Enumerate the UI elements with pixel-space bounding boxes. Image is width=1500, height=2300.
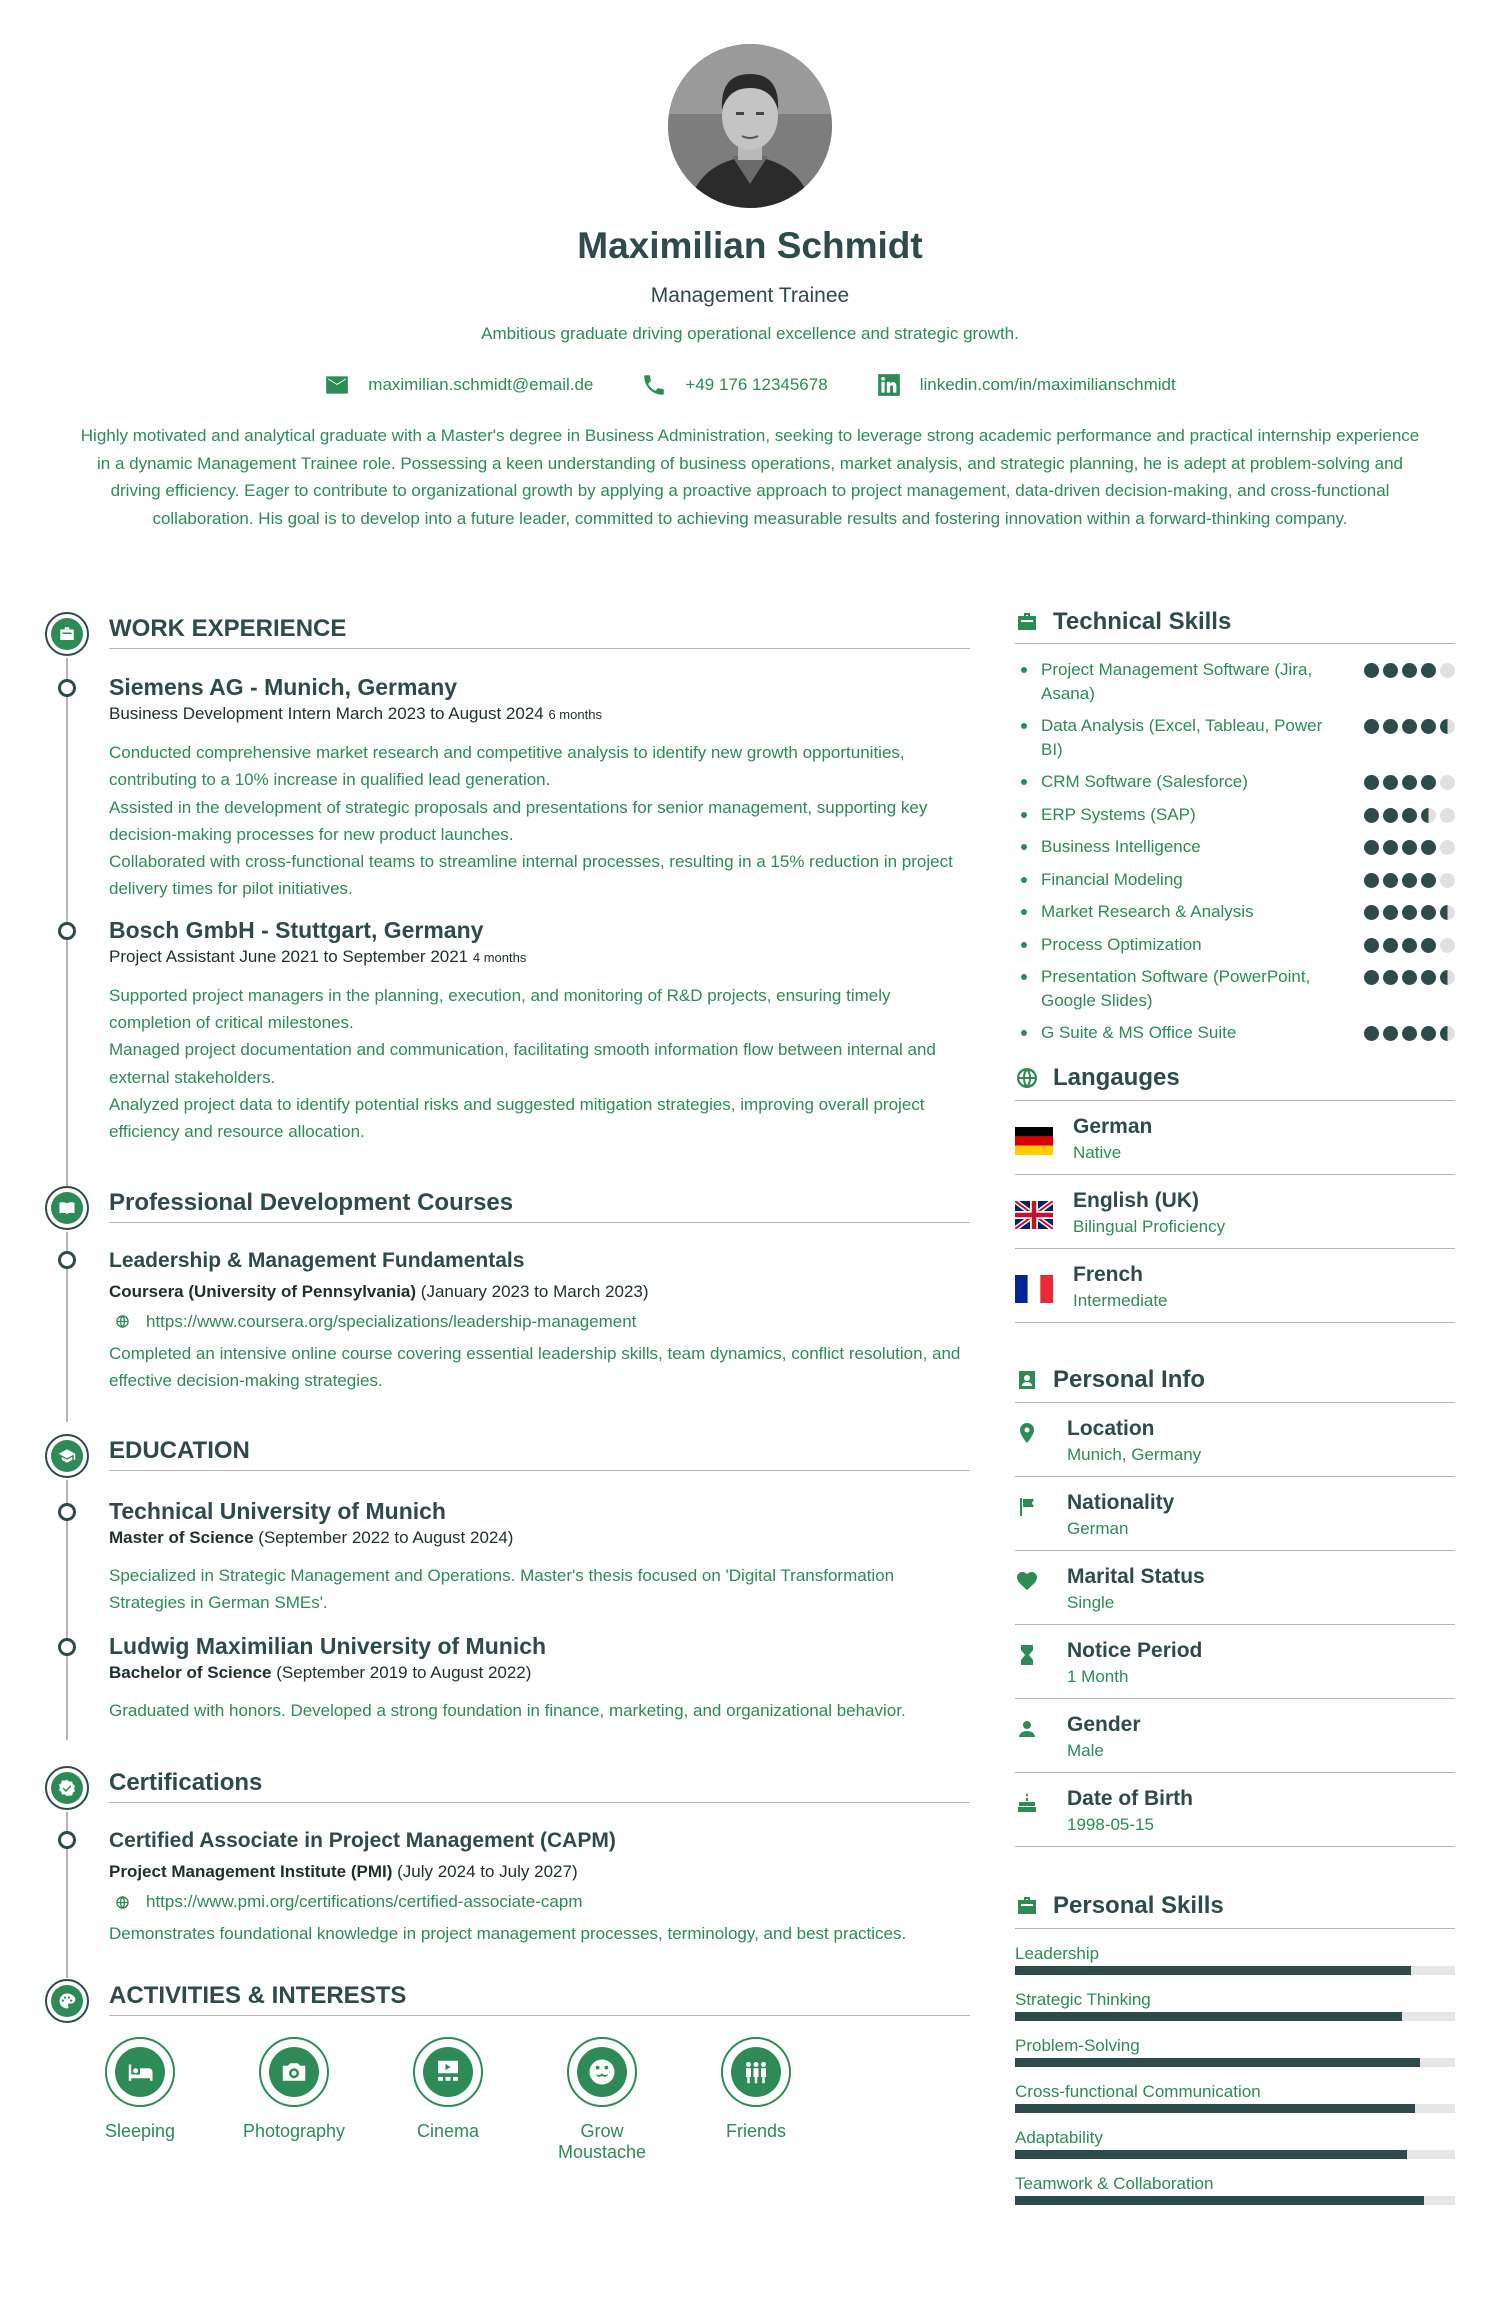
- language-item: [1015, 1249, 1455, 1323]
- dates: (January 2023 to March 2023): [420, 1281, 649, 1301]
- rating-dot: [1421, 938, 1436, 953]
- rating-dot: [1440, 719, 1455, 734]
- interest-label: Friends: [725, 2121, 787, 2142]
- rating-dot: [1421, 775, 1436, 790]
- provider: Coursera (University of Pennsylvania): [109, 1281, 417, 1301]
- interest-item: [80, 2037, 200, 2163]
- section-title: EDUCATION: [109, 1437, 250, 1465]
- graduation-cap-icon: [45, 1434, 89, 1478]
- info-value: Single: [1067, 1592, 1115, 1612]
- skill-progress-bar: [1015, 2150, 1455, 2159]
- rating-dot: [1383, 938, 1398, 953]
- skill-name: Strategic Thinking: [1015, 1989, 1151, 2009]
- globe-icon: [115, 1314, 130, 1329]
- cake-icon: [1015, 1791, 1039, 1815]
- info-label: Date of Birth: [1067, 1786, 1193, 1810]
- section-title: ACTIVITIES & INTERESTS: [109, 1982, 407, 2010]
- location-pin-icon: [1015, 1421, 1039, 1445]
- bullet-dot: [1021, 942, 1027, 948]
- rating-dot: [1364, 775, 1379, 790]
- skill-rating: [1364, 970, 1455, 985]
- skill-progress-bar: [1015, 2104, 1455, 2113]
- skill-name: Presentation Software (PowerPoint, Google Slides): [1041, 967, 1311, 1010]
- skill-rating: [1364, 1026, 1455, 1041]
- globe-icon: [115, 1895, 130, 1910]
- rating-dot: [1402, 775, 1417, 790]
- technical-skills-section: [1015, 600, 1455, 1045]
- timeline-dot: [58, 922, 76, 940]
- course-title: Leadership & Management Fundamentals: [109, 1248, 525, 1272]
- phone-text[interactable]: +49 176 12345678: [685, 375, 828, 394]
- course-desc: Completed an intensive online course covering essential leadership skills, team dynamics, conflict resolution, and effective decision-making strategies.: [109, 1343, 961, 1390]
- interest-item: [234, 2037, 354, 2163]
- dates: (September 2019 to August 2022): [276, 1662, 532, 1682]
- skill-rating: [1364, 840, 1455, 855]
- email-text[interactable]: maximilian.schmidt@email.de: [368, 375, 594, 394]
- bullet: Supported project managers in the planning, execution, and monitoring of R&D projects, ensuring timely completion of critical milestones.: [109, 985, 891, 1033]
- info-label: Notice Period: [1067, 1638, 1203, 1662]
- role: Project Assistant: [109, 946, 235, 966]
- info-label: Marital Status: [1067, 1564, 1205, 1588]
- sidebar: [1015, 600, 1455, 2205]
- skill-name: ERP Systems (SAP): [1041, 804, 1196, 824]
- skill-name: Cross-functional Communication: [1015, 2081, 1261, 2101]
- rating-dot: [1383, 905, 1398, 920]
- rating-dot: [1364, 663, 1379, 678]
- skill-rating: [1364, 808, 1455, 823]
- timeline-dot: [58, 1503, 76, 1521]
- palette-icon: [45, 1979, 89, 2023]
- section-title: Personal Info: [1053, 1366, 1206, 1393]
- interest-label: Cinema: [416, 2121, 480, 2142]
- divider: [109, 1222, 970, 1223]
- technical-skill-item: [1015, 1021, 1455, 1045]
- section-title: Personal Skills: [1053, 1892, 1224, 1919]
- rating-dot: [1383, 873, 1398, 888]
- phone-icon: [641, 372, 667, 398]
- bullet: Assisted in the development of strategic proposals and presentations for senior management, supporting key decision-making processes for new product launches.: [109, 797, 928, 844]
- work-entry: [40, 915, 970, 1146]
- profile-photo: [668, 44, 832, 208]
- info-item: [1015, 1551, 1455, 1625]
- skill-rating: [1364, 873, 1455, 888]
- bullet-dot: [1021, 877, 1027, 883]
- info-value: 1 Month: [1067, 1666, 1129, 1686]
- info-value: Munich, Germany: [1067, 1444, 1202, 1464]
- contact-card-icon: [1015, 1368, 1039, 1392]
- info-item: [1015, 1403, 1455, 1477]
- language-level: Bilingual Proficiency: [1073, 1216, 1226, 1236]
- tagline: Ambitious graduate driving operational excellence and strategic growth.: [481, 324, 1019, 343]
- link-url[interactable]: https://www.pmi.org/certifications/certified-associate-capm: [146, 1892, 583, 1912]
- skill-name: CRM Software (Salesforce): [1041, 772, 1248, 791]
- skill-progress-fill: [1015, 2150, 1407, 2159]
- rating-dot: [1402, 840, 1417, 855]
- info-label: Location: [1067, 1416, 1155, 1440]
- skill-name: Teamwork & Collaboration: [1015, 2173, 1214, 2193]
- rating-dot: [1440, 938, 1455, 953]
- certification-link[interactable]: [109, 1892, 970, 1912]
- technical-skill-item: [1015, 770, 1455, 794]
- profile-summary: Highly motivated and analytical graduate with a Master's degree in Business Administration, seeking to leverage strong academic performance and practical internship experience in a dynamic Management Trainee role. Possessing a keen understanding of business operations, market analysis, and strategic planning, he is adept at problem-solving and driving efficiency. Eager to contribute to organizational growth by applying a proactive approach to project management, data-driven decision-making, and cross-functional collaboration. His goal is to develop into a future leader, committed to achieving measurable results and fostering innovation within a forward-thinking company.: [80, 426, 1420, 528]
- skill-rating: [1364, 938, 1455, 953]
- flag-icon: [1015, 1495, 1039, 1519]
- linkedin-icon: [876, 372, 902, 398]
- skill-progress-bar: [1015, 2012, 1455, 2021]
- german-flag-icon: [1015, 1127, 1053, 1155]
- personal-skill-item: [1015, 2173, 1455, 2205]
- rating-dot: [1440, 905, 1455, 920]
- skill-rating: [1364, 775, 1455, 790]
- bed-icon: [125, 2057, 155, 2087]
- info-label: Nationality: [1067, 1490, 1175, 1514]
- language-name: German: [1073, 1114, 1153, 1138]
- rating-dot: [1364, 970, 1379, 985]
- technical-skill-item: [1015, 868, 1455, 892]
- skill-progress-fill: [1015, 1966, 1411, 1975]
- bullet-dot: [1021, 723, 1027, 729]
- dates: (September 2022 to August 2024): [258, 1528, 514, 1548]
- skill-progress-fill: [1015, 2196, 1424, 2205]
- rating-dot: [1440, 970, 1455, 985]
- phone-contact[interactable]: [641, 372, 827, 398]
- personal-skill-item: [1015, 2035, 1455, 2067]
- rating-dot: [1383, 1026, 1398, 1041]
- rating-dot: [1402, 905, 1417, 920]
- camera-icon: [279, 2057, 309, 2087]
- dates: June 2021 to September 2021: [239, 946, 469, 966]
- info-value: Male: [1067, 1740, 1104, 1760]
- interest-label: Photography: [242, 2121, 346, 2142]
- timeline-dot: [58, 1831, 76, 1849]
- skill-name: Financial Modeling: [1041, 869, 1183, 889]
- technical-skills-list: [1015, 658, 1455, 1045]
- rating-dot: [1364, 873, 1379, 888]
- timeline-dot: [58, 679, 76, 697]
- institution: Ludwig Maximilian University of Munich: [109, 1632, 547, 1659]
- skill-progress-bar: [1015, 2196, 1455, 2205]
- contact-bar: [0, 372, 1500, 398]
- skill-name: Process Optimization: [1041, 934, 1202, 954]
- interest-label: Sleeping: [104, 2121, 176, 2142]
- interests-section: [40, 1967, 970, 2163]
- divider: [109, 1802, 970, 1803]
- info-item: [1015, 1699, 1455, 1773]
- bullet-dot: [1021, 779, 1027, 785]
- courses-section: [40, 1174, 970, 1395]
- rating-dot: [1383, 808, 1398, 823]
- interest-item: [542, 2037, 662, 2163]
- section-title: Langauges: [1053, 1064, 1180, 1091]
- dates: (July 2024 to July 2027): [397, 1862, 578, 1882]
- uk-flag-icon: [1015, 1201, 1053, 1229]
- hourglass-icon: [1015, 1643, 1039, 1667]
- cinema-icon: [433, 2057, 463, 2087]
- skill-name: Data Analysis (Excel, Tableau, Power BI): [1041, 716, 1323, 759]
- education-desc: Specialized in Strategic Management and Operations. Master's thesis focused on 'Digital Transformation Strategies in German SMEs'.: [109, 1566, 895, 1613]
- skill-rating: [1364, 719, 1455, 734]
- rating-dot: [1421, 905, 1436, 920]
- certification-desc: Demonstrates foundational knowledge in project management processes, terminology, and best practices.: [109, 1924, 907, 1944]
- institution: Technical University of Munich: [109, 1498, 446, 1525]
- provider: Project Management Institute (PMI): [109, 1862, 393, 1882]
- briefcase-icon: [45, 612, 89, 656]
- rating-dot: [1421, 663, 1436, 678]
- divider: [109, 1470, 970, 1471]
- rating-dot: [1402, 970, 1417, 985]
- duration: 6 months: [548, 707, 602, 722]
- technical-skill-item: [1015, 900, 1455, 924]
- employer: Siemens AG - Munich, Germany: [109, 674, 458, 700]
- personal-skill-item: [1015, 2127, 1455, 2159]
- language-name: English (UK): [1073, 1188, 1199, 1212]
- rating-dot: [1364, 840, 1379, 855]
- language-level: Native: [1073, 1142, 1122, 1162]
- language-item: [1015, 1101, 1455, 1175]
- rating-dot: [1402, 808, 1417, 823]
- bullet-dot: [1021, 1030, 1027, 1036]
- rating-dot: [1402, 1026, 1417, 1041]
- rating-dot: [1402, 873, 1417, 888]
- skill-name: Problem-Solving: [1015, 2035, 1140, 2055]
- person-icon: [1015, 1717, 1039, 1741]
- rating-dot: [1421, 808, 1436, 823]
- skill-rating: [1364, 905, 1455, 920]
- education-entry: [40, 1496, 970, 1617]
- technical-skill-item: [1015, 803, 1455, 827]
- heart-icon: [1015, 1569, 1039, 1593]
- rating-dot: [1364, 938, 1379, 953]
- bullet: Managed project documentation and communication, facilitating smooth information flow between internal and external stakeholders.: [109, 1040, 936, 1087]
- rating-dot: [1364, 719, 1379, 734]
- rating-dot: [1440, 840, 1455, 855]
- language-item: [1015, 1175, 1455, 1249]
- education-entry: [40, 1631, 970, 1724]
- info-item: [1015, 1477, 1455, 1551]
- info-label: Gender: [1067, 1712, 1141, 1736]
- education-section: [40, 1422, 970, 1724]
- rating-dot: [1402, 938, 1417, 953]
- bullet-dot: [1021, 909, 1027, 915]
- rating-dot: [1402, 719, 1417, 734]
- globe-icon: [1015, 1066, 1039, 1090]
- degree: Master of Science: [109, 1528, 254, 1548]
- moustache-face-icon: [587, 2057, 617, 2087]
- role: Business Development Intern: [109, 704, 332, 723]
- course-entry: [40, 1246, 970, 1395]
- languages-section: [1015, 1057, 1455, 1323]
- french-flag-icon: [1015, 1275, 1053, 1303]
- personal-skills-section: [1015, 1885, 1455, 2205]
- rating-dot: [1421, 719, 1436, 734]
- employer: Bosch GmbH - Stuttgart, Germany: [109, 916, 484, 943]
- email-contact[interactable]: [324, 372, 593, 398]
- link-url[interactable]: https://www.coursera.org/specializations/leadership-management: [146, 1311, 637, 1331]
- technical-skill-item: [1015, 658, 1455, 705]
- timeline-dot: [58, 1638, 76, 1656]
- main-column: [40, 600, 970, 2163]
- rating-dot: [1440, 808, 1455, 823]
- candidate-name: Maximilian Schmidt: [577, 225, 923, 266]
- technical-skill-item: [1015, 933, 1455, 957]
- email-icon: [324, 372, 350, 398]
- skill-rating: [1364, 663, 1455, 678]
- dates: March 2023 to August 2024: [335, 704, 544, 723]
- skill-name: Adaptability: [1015, 2127, 1103, 2147]
- rating-dot: [1440, 775, 1455, 790]
- rating-dot: [1440, 1026, 1455, 1041]
- skill-progress-fill: [1015, 2012, 1402, 2021]
- section-title: Certifications: [109, 1769, 263, 1797]
- rating-dot: [1402, 663, 1417, 678]
- info-value: 1998-05-15: [1067, 1814, 1154, 1834]
- work-entry: [40, 672, 970, 903]
- bullet: Analyzed project data to identify potential risks and suggested mitigation strategies, improving overall project efficiency and resource allocation.: [109, 1094, 925, 1142]
- personal-skill-item: [1015, 1943, 1455, 1975]
- bullet: Collaborated with cross-functional teams to streamline internal processes, resulting in a 15% reduction in project delivery times for pilot initiatives.: [109, 852, 953, 899]
- briefcase-id-icon: [1015, 1894, 1039, 1918]
- work-experience-section: [40, 600, 970, 1146]
- interest-label: Grow Moustache: [557, 2121, 647, 2163]
- rating-dot: [1383, 719, 1398, 734]
- job-title: Management Trainee: [650, 284, 850, 307]
- interests-list: [40, 2037, 970, 2163]
- skill-progress-fill: [1015, 2058, 1420, 2067]
- bullet-dot: [1021, 974, 1027, 980]
- duration: 4 months: [472, 949, 527, 965]
- rating-dot: [1364, 1026, 1379, 1041]
- divider: [109, 648, 970, 649]
- rating-dot: [1383, 970, 1398, 985]
- technical-skill-item: [1015, 835, 1455, 859]
- section-title: Professional Development Courses: [109, 1188, 514, 1216]
- timeline-dot: [58, 1251, 76, 1269]
- education-desc: Graduated with honors. Developed a strong foundation in finance, marketing, and organizational behavior.: [109, 1700, 906, 1720]
- skill-name: Leadership: [1015, 1943, 1100, 1963]
- divider: [109, 2015, 970, 2016]
- rating-dot: [1421, 840, 1436, 855]
- personal-skill-item: [1015, 1989, 1455, 2021]
- skill-name: G Suite & MS Office Suite: [1041, 1023, 1237, 1042]
- rating-dot: [1383, 663, 1398, 678]
- rating-dot: [1364, 808, 1379, 823]
- rating-dot: [1421, 873, 1436, 888]
- info-value: German: [1067, 1518, 1129, 1538]
- skill-progress-bar: [1015, 1966, 1455, 1975]
- rating-dot: [1364, 905, 1379, 920]
- friends-icon: [741, 2057, 771, 2087]
- bullet-dot: [1021, 667, 1027, 673]
- skill-name: Market Research & Analysis: [1041, 902, 1254, 921]
- bullet-dot: [1021, 812, 1027, 818]
- info-item: [1015, 1773, 1455, 1847]
- certification-title: Certified Associate in Project Management (CAPM): [109, 1829, 616, 1853]
- language-level: Intermediate: [1073, 1290, 1168, 1310]
- certifications-section: [40, 1754, 970, 1947]
- section-title: WORK EXPERIENCE: [109, 615, 347, 642]
- course-link[interactable]: [109, 1312, 970, 1332]
- interest-item: [696, 2037, 816, 2163]
- interest-item: [388, 2037, 508, 2163]
- briefcase-id-icon: [1015, 610, 1039, 634]
- degree: Bachelor of Science: [109, 1662, 272, 1682]
- book-icon: [45, 1186, 89, 1230]
- skill-name: Project Management Software (Jira, Asana): [1041, 660, 1313, 703]
- rating-dot: [1383, 775, 1398, 790]
- rating-dot: [1440, 663, 1455, 678]
- info-item: [1015, 1625, 1455, 1699]
- personal-skill-item: [1015, 2081, 1455, 2113]
- rating-dot: [1421, 1026, 1436, 1041]
- verified-badge-icon: [45, 1766, 89, 1810]
- language-name: French: [1073, 1262, 1144, 1286]
- technical-skill-item: [1015, 714, 1455, 761]
- skill-progress-fill: [1015, 2104, 1415, 2113]
- personal-info-section: [1015, 1359, 1455, 1847]
- personal-skills-list: [1015, 1943, 1455, 2205]
- bullet: Conducted comprehensive market research and competitive analysis to identify new growth opportunities, contributing to a 10% increase in qualified lead generation.: [109, 743, 905, 790]
- rating-dot: [1421, 970, 1436, 985]
- technical-skill-item: [1015, 965, 1455, 1012]
- bullet-dot: [1021, 844, 1027, 850]
- rating-dot: [1383, 840, 1398, 855]
- skill-name: Business Intelligence: [1041, 837, 1201, 856]
- section-title: Technical Skills: [1053, 607, 1232, 635]
- linkedin-text[interactable]: linkedin.com/in/maximilianschmidt: [919, 375, 1176, 394]
- linkedin-contact[interactable]: [876, 372, 1176, 398]
- rating-dot: [1440, 873, 1455, 888]
- skill-progress-bar: [1015, 2058, 1455, 2067]
- certification-entry: [40, 1826, 970, 1947]
